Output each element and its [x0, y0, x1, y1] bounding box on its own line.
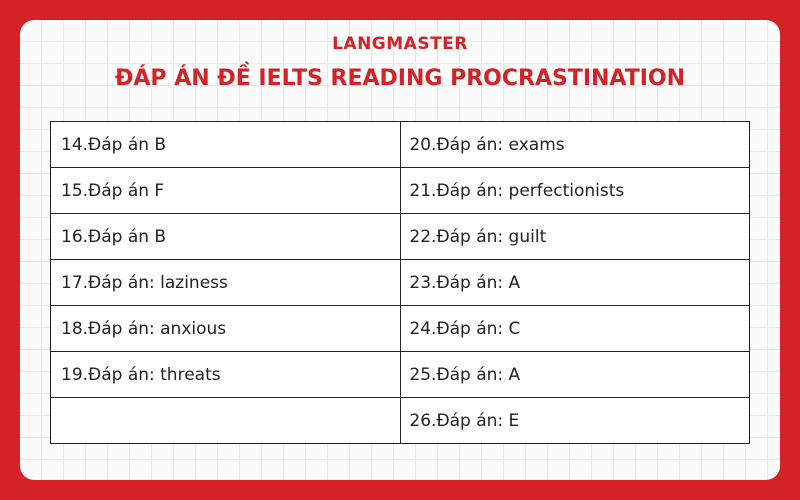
table-row	[51, 168, 750, 214]
answer-cell: 26.Đáp án: E	[401, 398, 750, 444]
answer-table	[50, 121, 750, 444]
answer-cell: 22.Đáp án: guilt	[401, 214, 750, 260]
answer-cell-empty	[51, 398, 401, 444]
answer-cell: 21.Đáp án: perfectionists	[401, 168, 750, 214]
answer-cell: 17.Đáp án: laziness	[51, 260, 401, 306]
table-row	[51, 122, 750, 168]
answer-cell: 24.Đáp án: C	[401, 306, 750, 352]
answer-cell: 25.Đáp án: A	[401, 352, 750, 398]
answer-cell: 14.Đáp án B	[51, 122, 401, 168]
table-row	[51, 398, 750, 444]
answer-cell: 18.Đáp án: anxious	[51, 306, 401, 352]
table-row	[51, 214, 750, 260]
table-row	[51, 352, 750, 398]
answer-cell: 19.Đáp án: threats	[51, 352, 401, 398]
table-row	[51, 260, 750, 306]
table-row	[51, 306, 750, 352]
page-title: ĐÁP ÁN ĐỀ IELTS READING PROCRASTINATION	[114, 66, 686, 91]
answer-cell: 15.Đáp án F	[51, 168, 401, 214]
answer-cell: 16.Đáp án B	[51, 214, 401, 260]
content-card	[20, 20, 780, 480]
answer-cell: 23.Đáp án: A	[401, 260, 750, 306]
brand-logo: LANGMASTER	[332, 34, 468, 54]
answer-cell: 20.Đáp án: exams	[401, 122, 750, 168]
